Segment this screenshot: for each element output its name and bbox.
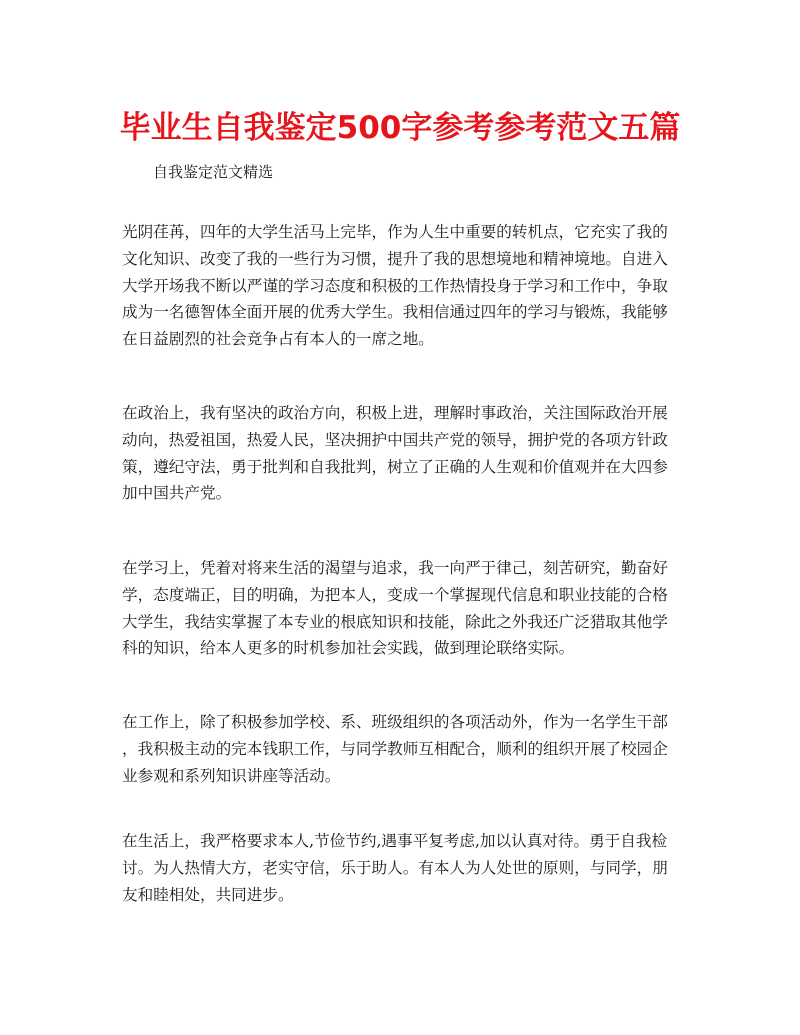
paragraph-line: 动向，热爱祖国，热爱人民，坚决拥护中国共产党的领导，拥护党的各项方针政 <box>122 430 668 449</box>
paragraph-line: 科的知识，给本人更多的时机参加社会实践，做到理论联络实际。 <box>122 639 575 658</box>
paragraph-line: 讨。为人热情大方，老实守信，乐于助人。有本人为人处世的原则，与同学，朋 <box>122 858 668 877</box>
paragraph-line: 在生活上，我严格要求本人,节俭节约,遇事平复考虑,加以认真对待。勇于自我检 <box>122 832 668 850</box>
paragraph-study <box>122 555 682 662</box>
paragraph-intro <box>122 219 682 353</box>
paragraph-line: 光阴荏苒，四年的大学生活马上完毕，作为人生中重要的转机点，它充实了我的 <box>122 223 668 241</box>
document-subtitle: 自我鉴定范文精选 <box>153 163 274 181</box>
paragraph-line: 在政治上，我有坚决的政治方向，积极上进，理解时事政治，关注国际政治开展 <box>122 404 668 422</box>
paragraph-line: 在学习上，凭着对将来生活的渴望与追求，我一向严于律己，刻苦研究，勤奋好 <box>122 559 668 577</box>
paragraph-line: 大学生，我结实掌握了本专业的根底知识和技能，除此之外我还广泛猎取其他学 <box>122 612 668 631</box>
paragraph-line: 策，遵纪守法，勇于批判和自我批判，树立了正确的人生观和价值观并在大四参 <box>122 457 668 476</box>
paragraph-line: 业参观和系列知识讲座等活动。 <box>122 766 341 785</box>
paragraph-line: 大学开场我不断以严谨的学习态度和积极的工作热情投身于学习和工作中，争取 <box>122 276 668 295</box>
paragraph-line: 友和睦相处，共同进步。 <box>122 885 294 904</box>
paragraph-line: 在日益剧烈的社会竞争占有本人的一席之地。 <box>122 330 434 349</box>
paragraph-work <box>122 709 682 789</box>
paragraph-line: 文化知识、改变了我的一些行为习惯，提升了我的思想境地和精神境地。自进入 <box>122 249 668 268</box>
paragraph-line: 在工作上，除了积极参加学校、系、班级组织的各项活动外，作为一名学生干部 <box>122 713 668 731</box>
document-title: 毕业生自我鉴定500字参考参考范文五篇 <box>119 110 681 146</box>
paragraph-life <box>122 828 682 908</box>
paragraph-line: 加中国共产党。 <box>122 484 232 503</box>
paragraph-line: ，我积极主动的完本钱职工作，与同学教师互相配合，顺利的组织开展了校园企 <box>122 739 668 758</box>
paragraph-politics <box>122 400 682 507</box>
paragraph-line: 学，态度端正，目的明确，为把本人，变成一个掌握现代信息和职业技能的合格 <box>122 585 668 604</box>
paragraph-line: 成为一名德智体全面开展的优秀大学生。我相信通过四年的学习与锻炼，我能够 <box>122 303 668 322</box>
